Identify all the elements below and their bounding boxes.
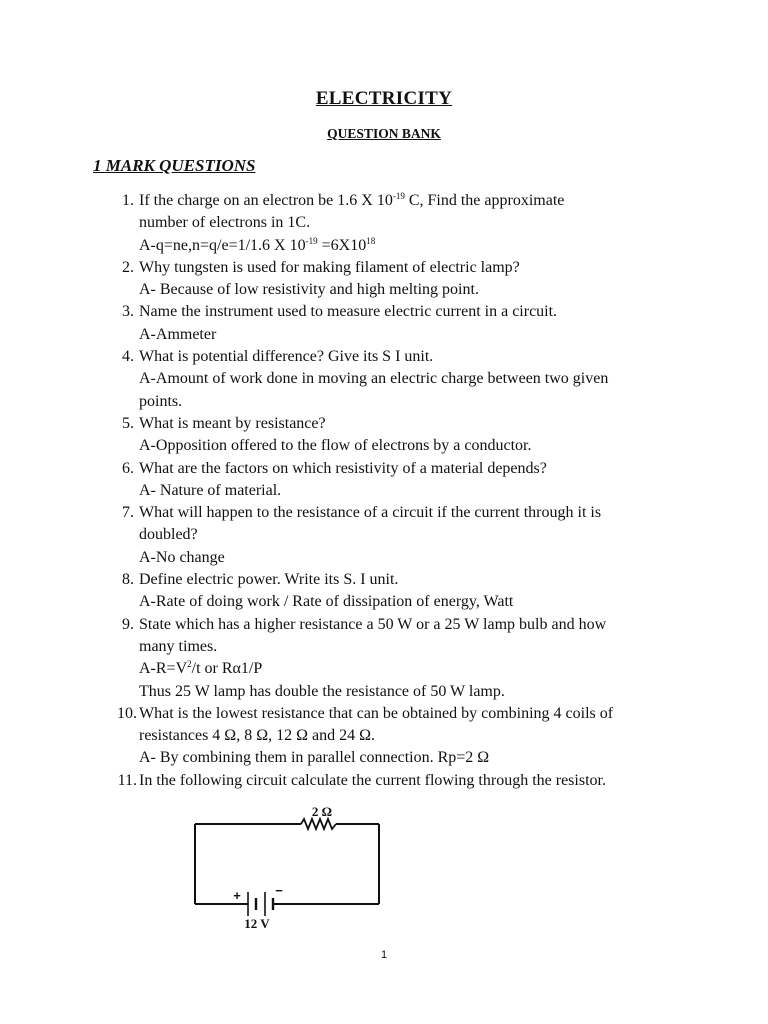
question-text: What is potential difference? Give its S I unit. — [139, 348, 434, 366]
question-item — [0, 614, 679, 703]
battery-symbol — [248, 892, 273, 916]
question-item — [0, 458, 679, 503]
question-item — [0, 502, 679, 569]
question-list — [0, 190, 768, 792]
question-text: number of electrons in 1C. — [139, 214, 311, 232]
answer-text: A-No change — [139, 548, 225, 566]
question-text: What will happen to the resistance of a circuit if the current through it is — [139, 504, 602, 522]
question-text: resistances 4 Ω, 8 Ω, 12 Ω and 24 Ω. — [139, 727, 375, 745]
question-item — [0, 190, 679, 257]
question-text: In the following circuit calculate the current flowing through the resistor. — [139, 771, 606, 789]
question-number: 11. — [117, 771, 137, 789]
question-text: State which has a higher resistance a 50 W or a 25 W lamp bulb and how — [139, 615, 607, 633]
document-title: ELECTRICITY — [315, 88, 453, 109]
question-text: doubled? — [139, 526, 198, 544]
document-subtitle: QUESTION BANK — [327, 126, 441, 141]
circuit-diagram — [186, 800, 396, 932]
question-item — [0, 346, 679, 413]
question-text: What is the lowest resistance that can be obtained by combining 4 coils of — [139, 704, 614, 722]
answer-text: points. — [139, 392, 183, 410]
answer-text: Thus 25 W lamp has double the resistance of 50 W lamp. — [139, 682, 505, 700]
question-number: 1. — [122, 192, 134, 209]
answer-text: A-q=ne,n=q/e=1/1.6 X $10^{-19} =6X10^{18}$ — [139, 235, 376, 254]
answer-text: A-Ammeter — [139, 325, 217, 343]
positive-terminal-label: + — [233, 888, 241, 903]
question-text: If the charge on an electron be 1.6 X $10^{-19}$ C, Find the approximate — [139, 191, 565, 209]
answer-text: A- Because of low resistivity and high melting point. — [139, 281, 479, 299]
answer-text: A-Rate of doing work / Rate of dissipation of energy, Watt — [139, 593, 514, 611]
page-number: 1 — [380, 949, 388, 961]
question-number: 10. — [117, 704, 137, 722]
question-number: 2. — [122, 258, 134, 276]
question-item — [0, 301, 679, 346]
question-number: 8. — [122, 571, 134, 589]
question-text: What are the factors on which resistivity of a material depends? — [139, 459, 547, 477]
question-item — [0, 413, 679, 458]
negative-terminal-label: − — [275, 883, 283, 898]
resistor-symbol — [301, 819, 336, 829]
question-item — [0, 703, 679, 770]
answer-text: A- By combining them in parallel connection. Rp=2 Ω — [139, 749, 490, 767]
answer-text: A- Nature of material. — [139, 481, 282, 499]
question-number: 5. — [122, 414, 134, 432]
question-number: 6. — [122, 459, 134, 477]
question-number: 7. — [122, 504, 134, 522]
question-text: Why tungsten is used for making filament of electric lamp? — [139, 258, 520, 276]
question-item — [0, 257, 679, 302]
question-item — [0, 569, 679, 614]
answer-text: A-Amount of work done in moving an electric charge between two given — [139, 370, 609, 388]
question-text: Name the instrument used to measure electric current in a circuit. — [139, 303, 558, 321]
question-text: many times. — [139, 637, 218, 655]
answer-text: $A-R=V^2/t$ or Rα1/P — [139, 659, 263, 678]
question-number: 4. — [122, 348, 134, 366]
question-number: 9. — [122, 615, 134, 633]
question-text: Define electric power. Write its S. I unit. — [139, 571, 399, 589]
question-item — [0, 770, 679, 792]
section-heading: 1 MARK QUESTIONS — [93, 156, 256, 175]
resistor-label: 2 Ω — [311, 804, 333, 819]
question-number: 3. — [122, 303, 134, 321]
question-text: What is meant by resistance? — [139, 414, 326, 432]
answer-text: A-Opposition offered to the flow of electrons by a conductor. — [139, 437, 532, 455]
battery-label: 12 V — [244, 916, 270, 931]
